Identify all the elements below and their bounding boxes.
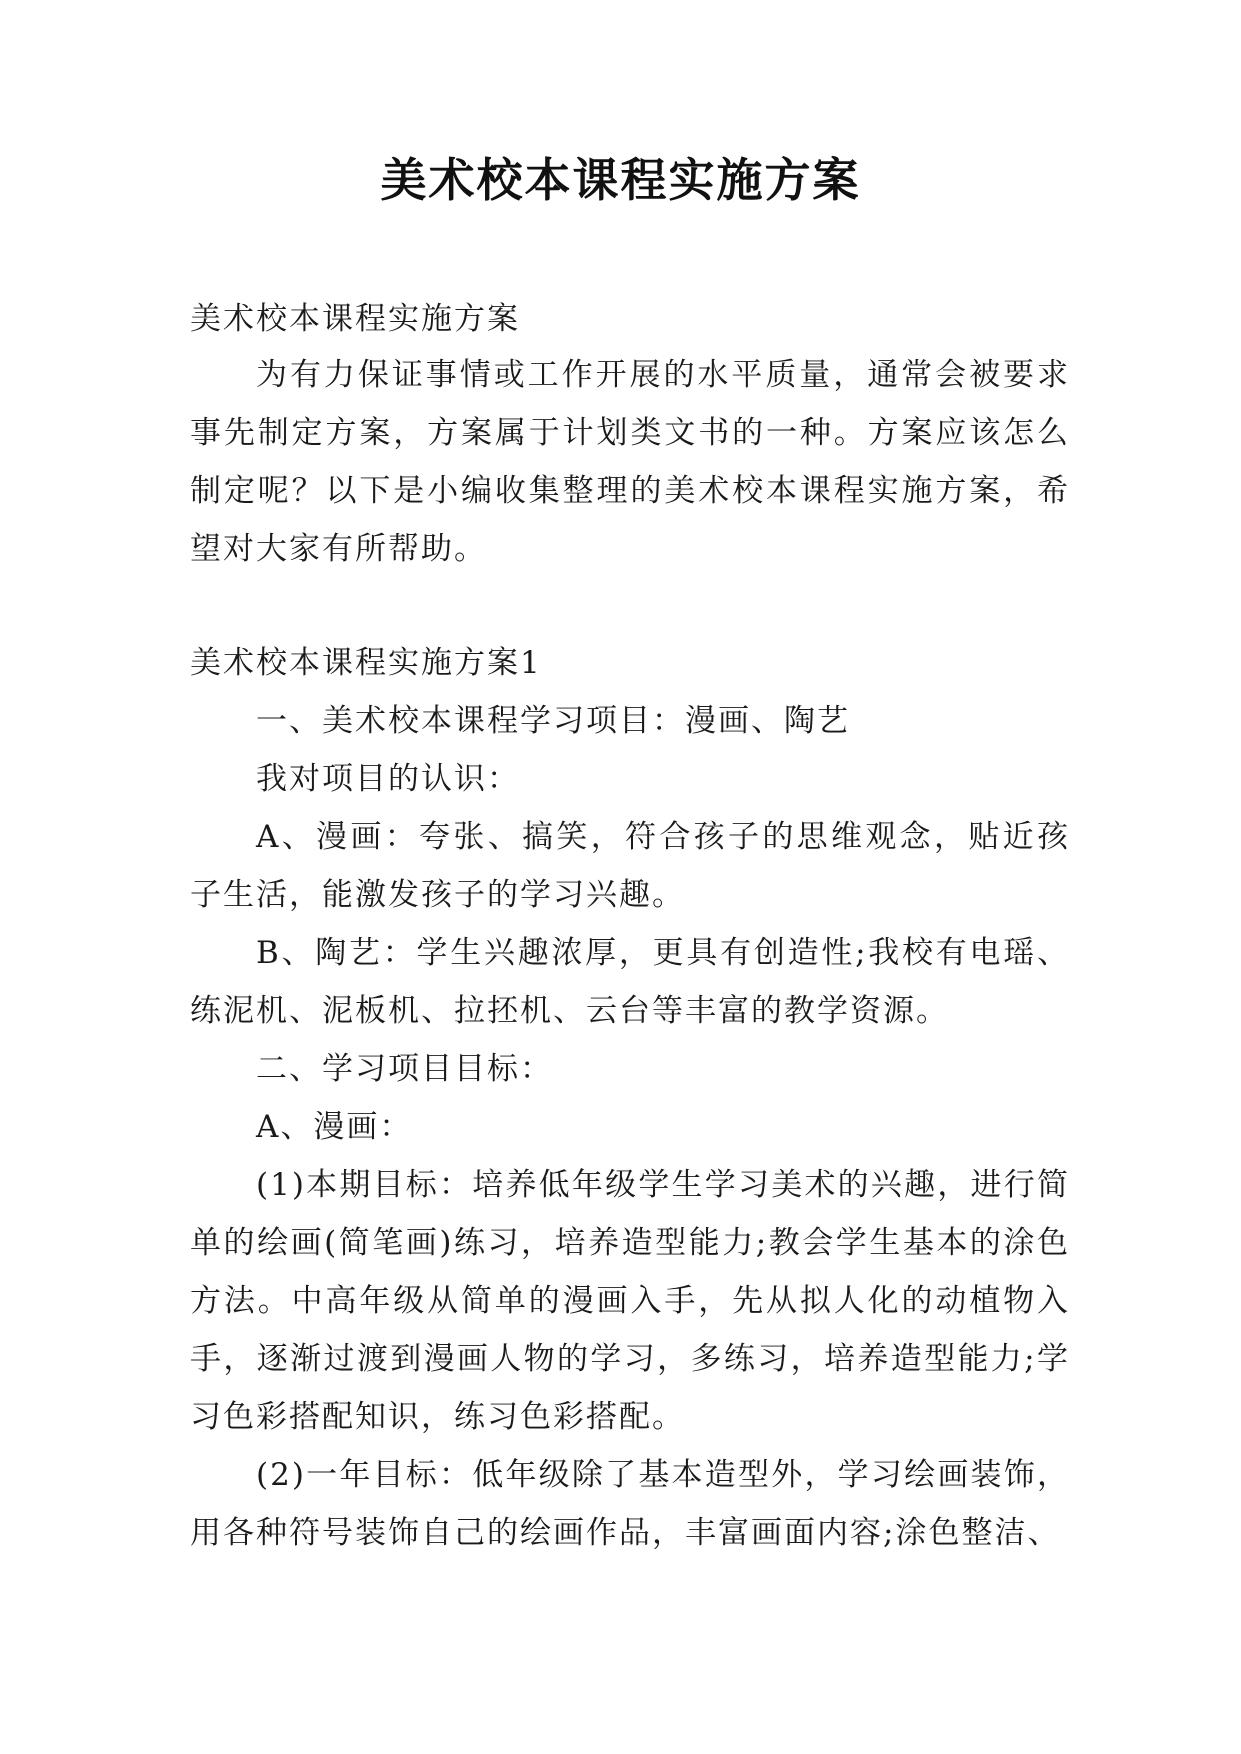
paragraph-comics: A、漫画：夸张、搞笑，符合孩子的思维观念，贴近孩子生活，能激发孩子的学习兴趣。 xyxy=(190,819,1070,913)
paragraph-year-goal: (2)一年目标：低年级除了基本造型外，学习绘画装饰，用各种符号装饰自己的绘画作品，丰富画面内容;涂色整洁、 xyxy=(190,1457,1070,1551)
paragraph-pottery: B、陶艺：学生兴趣浓厚，更具有创造性;我校有电瑶、练泥机、泥板机、拉抷机、云台等丰富的教学资源。 xyxy=(190,935,1070,1029)
paragraph-understanding: 我对项目的认识： xyxy=(256,761,520,797)
document-subtitle-block xyxy=(190,290,1070,348)
intro-paragraph: 为有力保证事情或工作开展的水平质量，通常会被要求事先制定方案，方案属于计划类文书的一种。方案应该怎么制定呢？以下是小编收集整理的美术校本课程实施方案，希望对大家有所帮助。 xyxy=(190,357,1070,567)
paragraph-comics-heading: A、漫画： xyxy=(256,1109,413,1145)
paragraph-term-goal: (1)本期目标：培养低年级学生学习美术的兴趣，进行简单的绘画(简笔画)练习，培养造型能力;教会学生基本的涂色方法。中高年级从简单的漫画入手，先从拟人化的动植物入手，逐渐过渡到漫画人物的学习，多练习，培养造型能力;学习色彩搭配知识，练习色彩搭配。 xyxy=(190,1167,1070,1435)
document-subtitle: 美术校本课程实施方案 xyxy=(190,301,520,337)
document-title: 美术校本课程实施方案 xyxy=(380,153,861,207)
intro-block xyxy=(190,346,1070,578)
section-heading: 美术校本课程实施方案1 xyxy=(190,645,542,681)
paragraph-goals-heading: 二、学习项目目标： xyxy=(256,1051,553,1087)
paragraph-project: 一、美术校本课程学习项目：漫画、陶艺 xyxy=(256,703,850,739)
section-1 xyxy=(190,634,1070,1562)
